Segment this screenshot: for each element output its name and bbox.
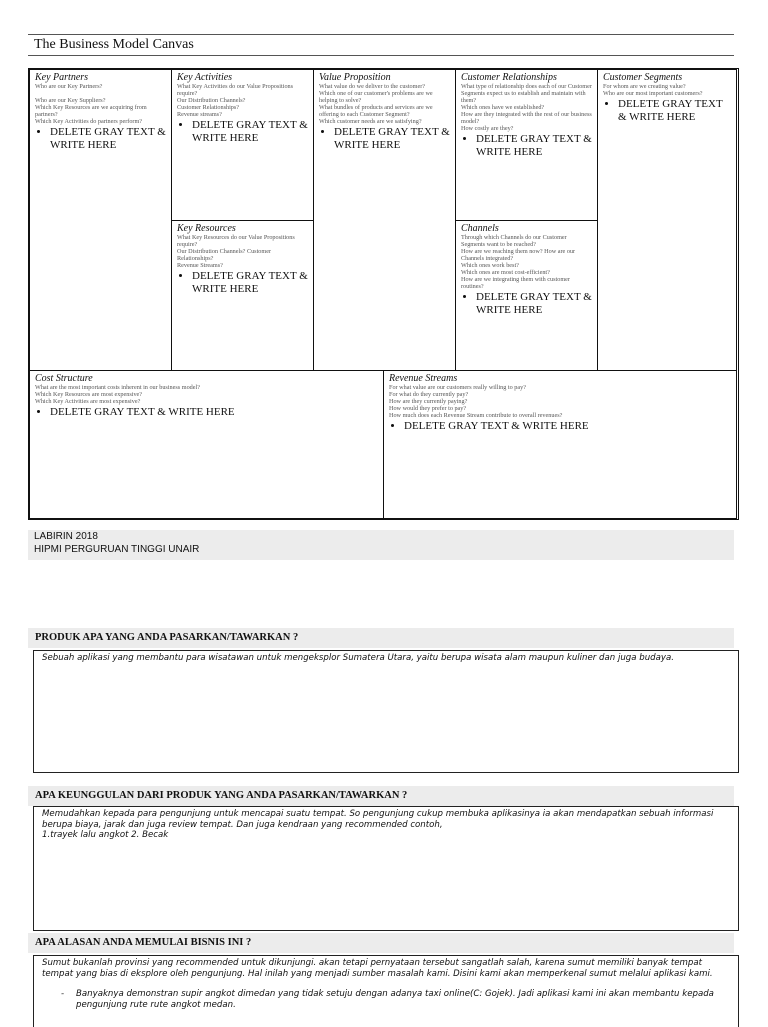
question-reason-heading: [28, 933, 734, 953]
revenue-streams-bullet[interactable]: • DELETE GRAY TEXT & WRITE HERE: [404, 420, 731, 433]
answer-advantage-box[interactable]: [33, 806, 739, 931]
customer-relationships-questions: What type of relationship does each of our Customer Segments expect us to establish and maintain with them? Which ones have we established? How are they integrated with the rest of our business model? How costly are they?: [461, 83, 592, 132]
business-model-canvas: [28, 68, 739, 520]
channels-heading: Channels: [461, 223, 499, 234]
canvas-footer: [28, 530, 734, 560]
cost-structure-questions: What are the most important costs inherent in our business model? Which Key Resources are most expensive? Which Key Activities are most expensive?: [35, 384, 200, 405]
question-reason-label: APA ALASAN ANDA MEMULAI BISNIS INI ?: [35, 937, 252, 948]
cost-structure-heading: Cost Structure: [35, 373, 93, 384]
answer-reason-bullet: - Banyaknya demonstran supir angkot dimedan yang tidak setuju dengan adanya taxi online(C: Gojek). Jadi aplikasi kami ini akan membantu kepada pengunjung rute rute angkot medan.: [76, 989, 730, 1010]
key-activities-heading: Key Activities: [177, 72, 233, 83]
answer-reason-text: Sumut bukanlah provinsi yang recommended untuk dikunjungi. akan tetapi pernyataan tersebut sangatlah salah, karena sumut memiliki banyak tempat tempat yang bias di eksplore oleh pengunjung. Hal inilah yang menjadi sumber masalah kami. Disini kami akan memperkenal sumut melalui aplikasi kami.: [42, 958, 713, 979]
value-proposition-heading: Value Proposition: [319, 72, 391, 83]
channels-questions: Through which Channels do our Customer Segments want to be reached? How are we reaching them now? How are our Channels integrated? Which ones work best? Which ones are most cost-efficient? How are we integrating them with customer routines?: [461, 234, 576, 290]
value-proposition-questions: What value do we deliver to the customer? Which one of our customer's problems are we helping to solve? What bundles of products and services are we offering to each Customer Segment? Which customer needs are we satisfying?: [319, 83, 433, 125]
customer-relationships-heading: Customer Relationships: [461, 72, 557, 83]
key-partners-block: [29, 69, 172, 371]
key-partners-questions: Who are our Key Partners? Who are our Key Suppliers? Which Key Resources are we acquiring from partners? Which Key Activities do partners perform?: [35, 83, 147, 125]
answer-advantage-text: Memudahkan kepada para pengunjung untuk mencapai suatu tempat. So pengunjung cukup membuka aplikasinya ia akan mendapatkan sebuah informasi berupa biaya, jarak dan juga review tempat. Dan juga kendraan yang recommended contoh, 1.trayek lalu angkot 2. Becak: [42, 809, 714, 840]
cost-structure-bullet[interactable]: • DELETE GRAY TEXT & WRITE HERE: [50, 406, 378, 419]
cost-structure-block: [29, 370, 384, 519]
revenue-streams-questions: For what value are our customers really willing to pay? For what do they currently pay? How are they currently paying? How would they prefer to pay? How much does each Revenue Stream contribute to overall revenues?: [389, 384, 563, 419]
customer-relationships-bullet[interactable]: • DELETE GRAY TEXT & WRITE HERE: [476, 133, 592, 159]
customer-segments-heading: Customer Segments: [603, 72, 683, 83]
key-partners-bullet[interactable]: • DELETE GRAY TEXT & WRITE HERE: [50, 126, 166, 152]
page-title: The Business Model Canvas: [34, 37, 194, 52]
question-advantage-heading: [28, 786, 734, 806]
key-resources-bullet[interactable]: • DELETE GRAY TEXT & WRITE HERE: [192, 270, 308, 296]
key-activities-bullet[interactable]: • DELETE GRAY TEXT & WRITE HERE: [192, 119, 308, 145]
revenue-streams-block: [383, 370, 737, 519]
key-activities-block: [171, 69, 314, 221]
key-resources-block: [171, 220, 314, 371]
revenue-streams-heading: Revenue Streams: [389, 373, 458, 384]
answer-product-box[interactable]: [33, 650, 739, 773]
footer-organization: HIPMI PERGURUAN TINGGI UNAIR: [34, 544, 200, 555]
customer-segments-bullet[interactable]: • DELETE GRAY TEXT & WRITE HERE: [618, 98, 731, 124]
value-proposition-bullet[interactable]: • DELETE GRAY TEXT & WRITE HERE: [334, 126, 450, 152]
channels-block: [455, 220, 598, 371]
question-advantage-label: APA KEUNGGULAN DARI PRODUK YANG ANDA PASARKAN/TAWARKAN ?: [35, 790, 408, 801]
customer-segments-questions: For whom are we creating value? Who are our most important customers?: [603, 83, 703, 97]
page-title-bar: [28, 34, 734, 56]
key-resources-heading: Key Resources: [177, 223, 236, 234]
key-resources-questions: What Key Resources do our Value Propositions require? Our Distribution Channels? Customer Relationships? Revenue Streams?: [177, 234, 295, 269]
key-activities-questions: What Key Activities do our Value Propositions require? Our Distribution Channels? Customer Relationships? Revenue streams?: [177, 83, 294, 118]
question-product-label: PRODUK APA YANG ANDA PASARKAN/TAWARKAN ?: [35, 632, 299, 643]
value-proposition-block: [313, 69, 456, 371]
footer-event: LABIRIN 2018: [34, 531, 98, 542]
answer-reason-box[interactable]: [33, 955, 739, 1027]
key-partners-heading: Key Partners: [35, 72, 89, 83]
question-product-heading: [28, 628, 734, 648]
customer-segments-block: [597, 69, 737, 371]
customer-relationships-block: [455, 69, 598, 221]
answer-product-text: Sebuah aplikasi yang membantu para wisatawan untuk mengeksplor Sumatera Utara, yaitu berupa wisata alam maupun kuliner dan juga budaya.: [42, 653, 674, 663]
channels-bullet[interactable]: • DELETE GRAY TEXT & WRITE HERE: [476, 291, 592, 317]
